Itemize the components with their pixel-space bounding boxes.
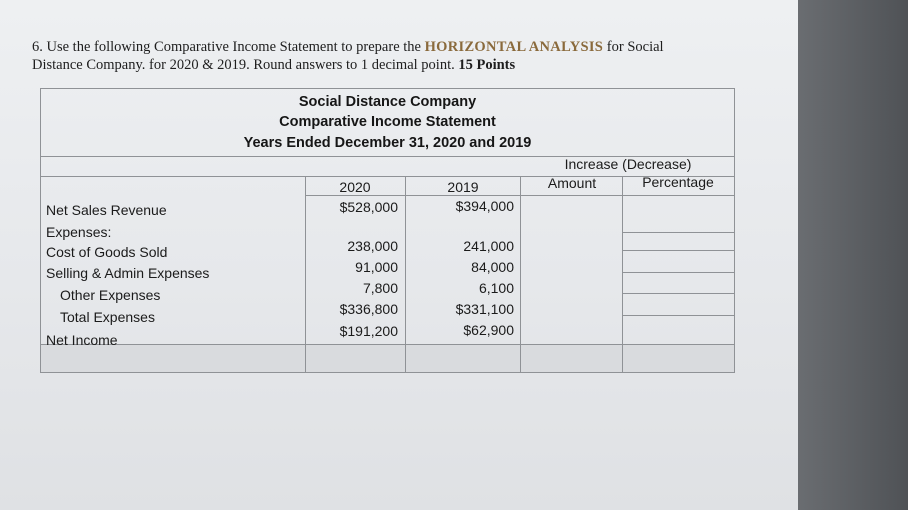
question-line2: Distance Company. for 2020 & 2019. Round answers to 1 decimal point. [32, 57, 455, 73]
row-label-selling-admin: Selling & Admin Expenses [46, 265, 210, 281]
row-label-other-expenses: Other Expenses [60, 287, 161, 303]
question-text [32, 38, 752, 74]
percentage-header: Percentage [642, 174, 714, 190]
question-points: 15 Points [458, 57, 516, 73]
value-2019-other-expenses: 6,100 [478, 280, 514, 296]
row-label-cogs: Cost of Goods Sold [46, 244, 168, 260]
amount-header: Amount [547, 175, 597, 191]
row-label-expenses: Expenses: [46, 224, 112, 240]
question-highlight: HORIZONTAL ANALYSIS [424, 39, 604, 55]
row-label-total-expenses: Total Expenses [60, 309, 155, 325]
row-label-net-sales: Net Sales Revenue [46, 202, 167, 218]
increase-decrease-header: Increase (Decrease) [564, 156, 692, 172]
year-2020-header: 2020 [339, 179, 371, 195]
value-2020-net-income: $191,200 [339, 323, 398, 339]
value-2020-net-sales: $528,000 [339, 199, 398, 215]
value-2019-cogs: 241,000 [463, 238, 514, 254]
value-2019-total-expenses: $331,100 [455, 301, 514, 317]
value-2019-net-sales: $394,000 [455, 198, 514, 214]
statement-title: Comparative Income Statement [279, 114, 496, 130]
row-label-net-income: Net Income [46, 332, 118, 348]
value-2020-other-expenses: 7,800 [362, 280, 398, 296]
value-2020-total-expenses: $336,800 [339, 301, 398, 317]
value-2020-cogs: 238,000 [347, 238, 398, 254]
question-line1: Use the following Comparative Income Statement to prepare the [46, 39, 421, 55]
year-2019-header: 2019 [447, 179, 479, 195]
value-2020-selling-admin: 91,000 [355, 259, 398, 275]
question-line1-end: for Social [606, 39, 664, 55]
value-2019-selling-admin: 84,000 [471, 259, 514, 275]
statement-period: Years Ended December 31, 2020 and 2019 [243, 135, 532, 151]
question-number: 6. [32, 39, 43, 55]
value-2019-net-income: $62,900 [463, 322, 514, 338]
company-name: Social Distance Company [298, 94, 477, 110]
income-statement-table [40, 88, 735, 372]
background-edge [798, 0, 908, 510]
